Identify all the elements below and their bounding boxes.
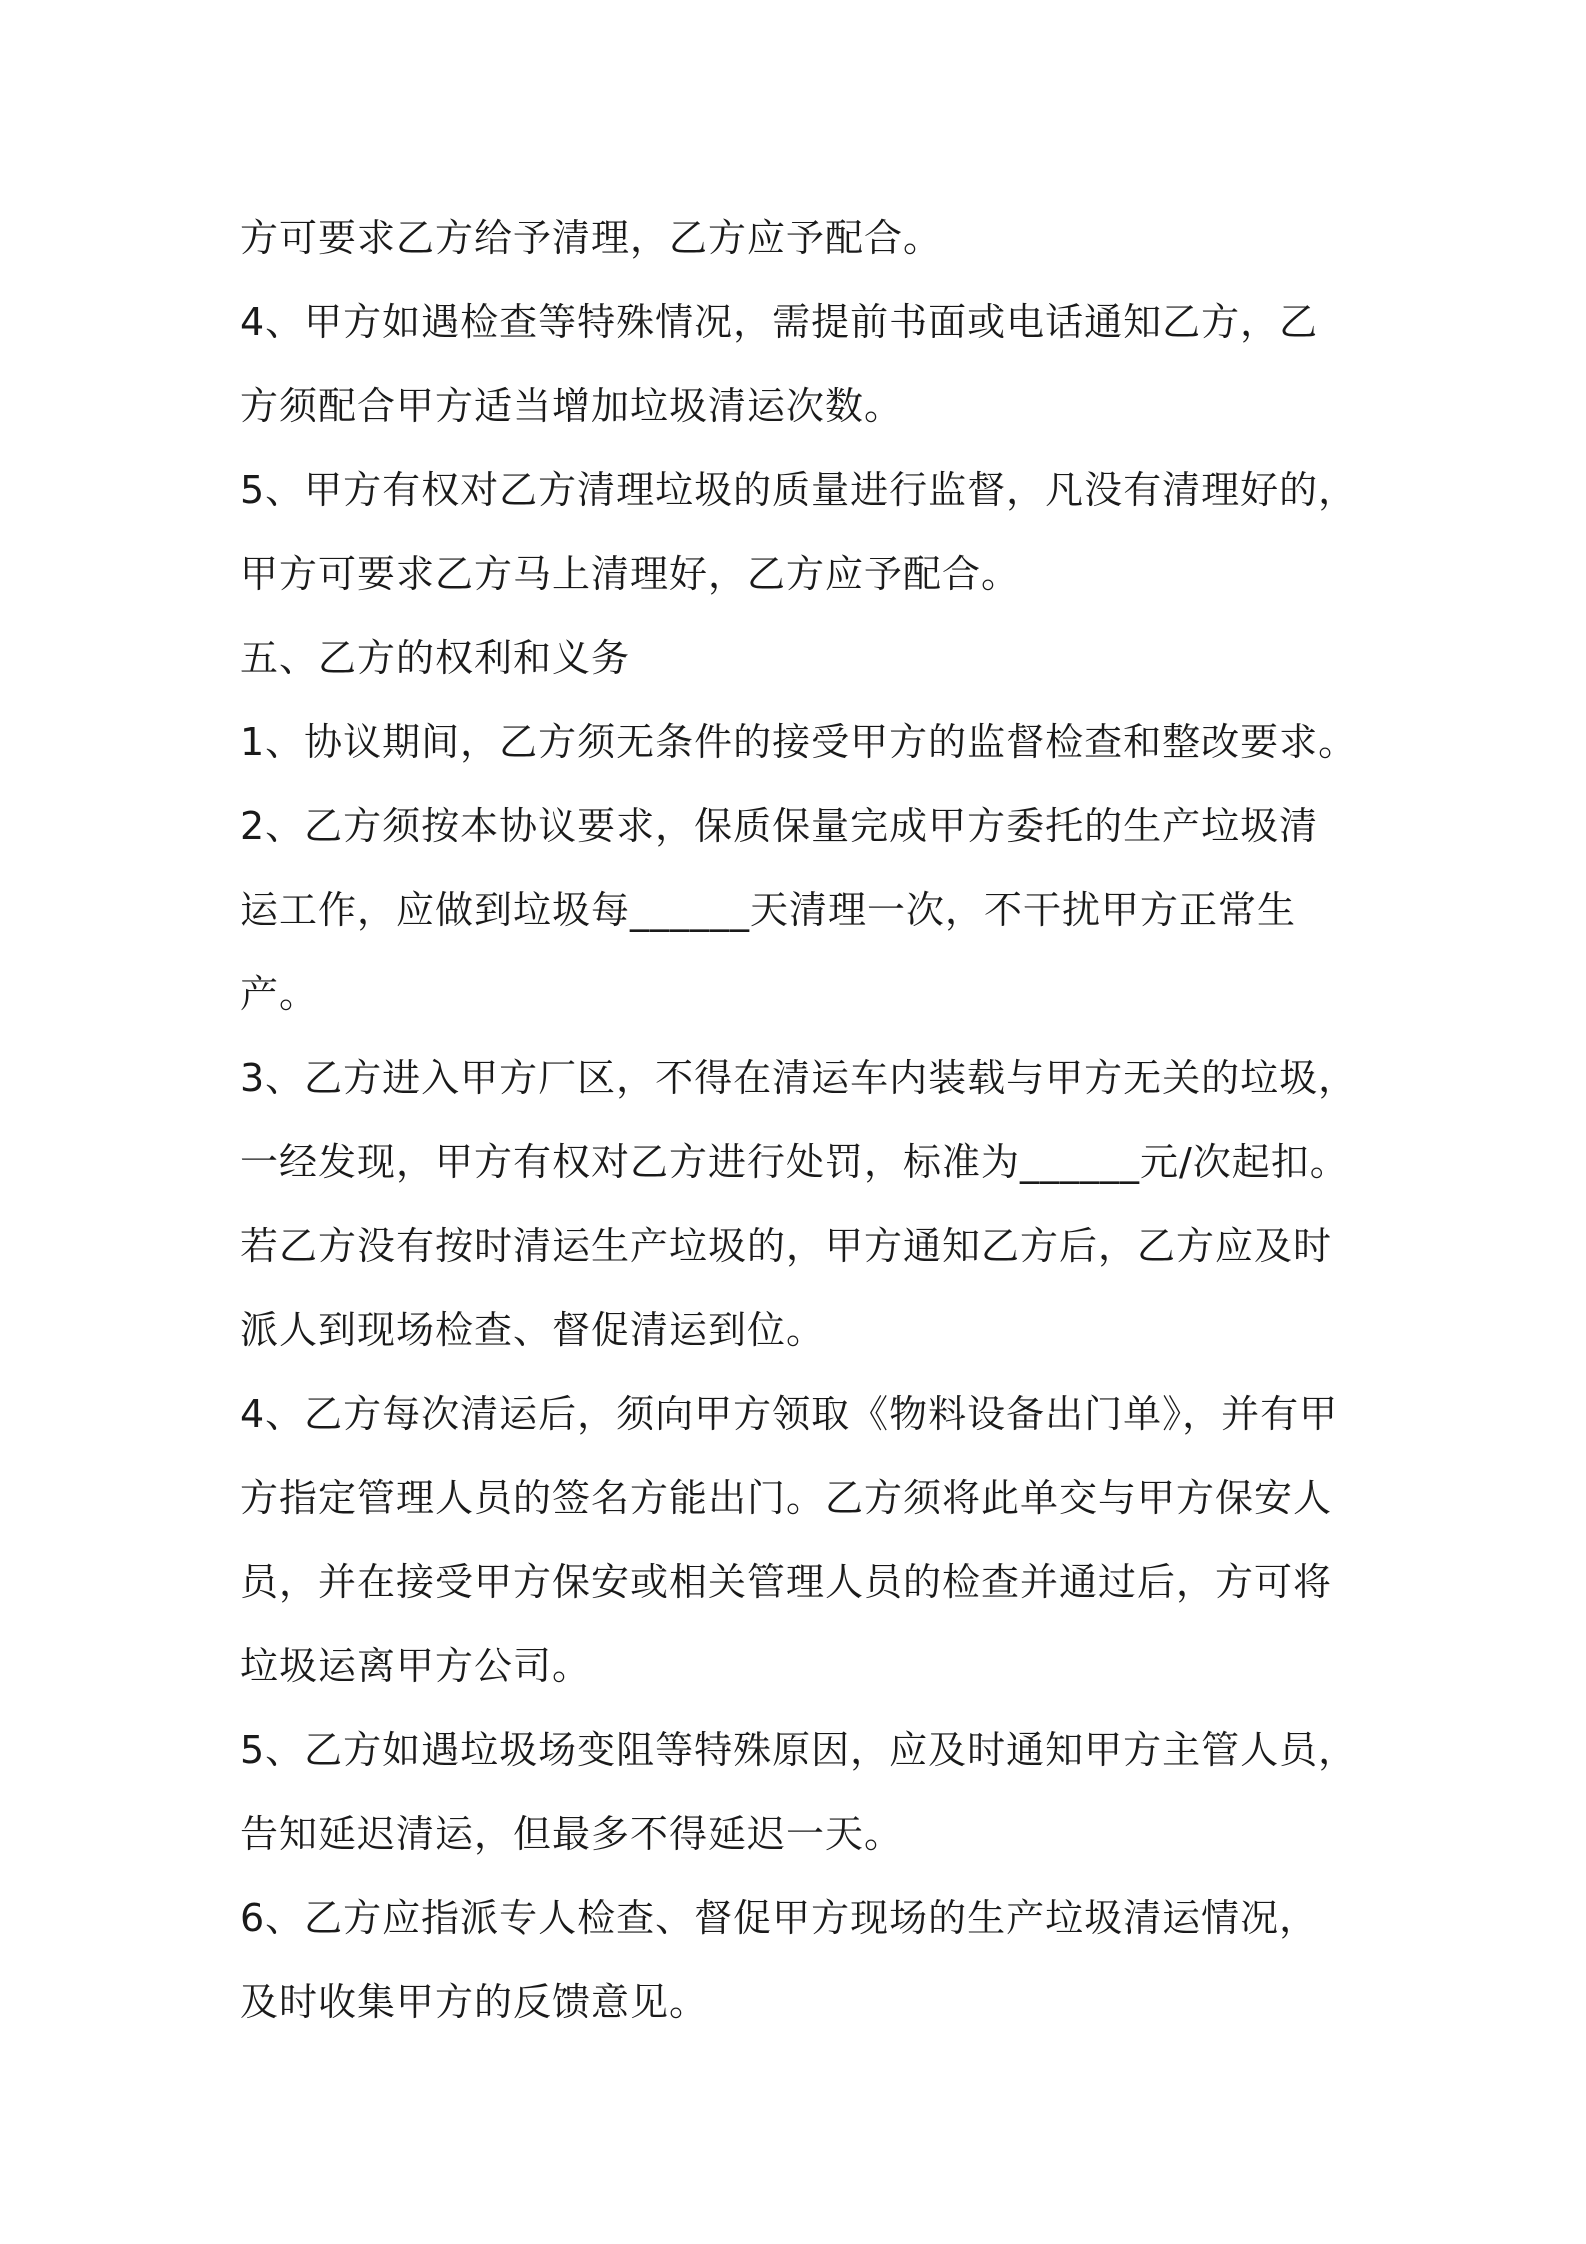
text-line: 告知延迟清运，但最多不得延迟一天。 xyxy=(240,1812,904,1856)
text-line: 5、甲方有权对乙方清理垃圾的质量进行监督，凡没有清理好的， xyxy=(240,468,1358,512)
text-line: 3、乙方进入甲方厂区，不得在清运车内装载与甲方无关的垃圾， xyxy=(240,1056,1358,1100)
text-line: 5、乙方如遇垃圾场变阻等特殊原因，应及时通知甲方主管人员， xyxy=(240,1728,1358,1772)
text-line: 4、甲方如遇检查等特殊情况，需提前书面或电话通知乙方，乙 xyxy=(240,300,1319,344)
text-line: 2、乙方须按本协议要求，保质保量完成甲方委托的生产垃圾清 xyxy=(240,804,1319,848)
text-line: 6、乙方应指派专人检查、督促甲方现场的生产垃圾清运情况， xyxy=(240,1896,1319,1940)
text-line: 及时收集甲方的反馈意见。 xyxy=(240,1980,709,2024)
text-line: 员，并在接受甲方保安或相关管理人员的检查并通过后，方可将 xyxy=(240,1560,1333,1604)
text-line: 方可要求乙方给予清理，乙方应予配合。 xyxy=(240,216,943,260)
text-line: 垃圾运离甲方公司。 xyxy=(240,1644,592,1688)
text-line: 若乙方没有按时清运生产垃圾的，甲方通知乙方后，乙方应及时 xyxy=(240,1224,1333,1268)
section-heading: 五、乙方的权利和义务 xyxy=(240,636,631,680)
text-line: 运工作，应做到垃圾每______天清理一次，不干扰甲方正常生 xyxy=(240,888,1297,932)
text-line: 一经发现，甲方有权对乙方进行处罚，标准为______元/次起扣。 xyxy=(240,1140,1349,1184)
text-line: 方指定管理人员的签名方能出门。乙方须将此单交与甲方保安人 xyxy=(240,1476,1333,1520)
text-line: 4、乙方每次清运后，须向甲方领取《物料设备出门单》，并有甲 xyxy=(240,1392,1339,1436)
text-line: 产。 xyxy=(240,972,319,1016)
text-line: 方须配合甲方适当增加垃圾清运次数。 xyxy=(240,384,904,428)
document-body xyxy=(240,196,1380,2044)
text-line: 1、协议期间，乙方须无条件的接受甲方的监督检查和整改要求。 xyxy=(240,720,1358,764)
text-line: 派人到现场检查、督促清运到位。 xyxy=(240,1308,826,1352)
text-line: 甲方可要求乙方马上清理好，乙方应予配合。 xyxy=(240,552,1021,596)
